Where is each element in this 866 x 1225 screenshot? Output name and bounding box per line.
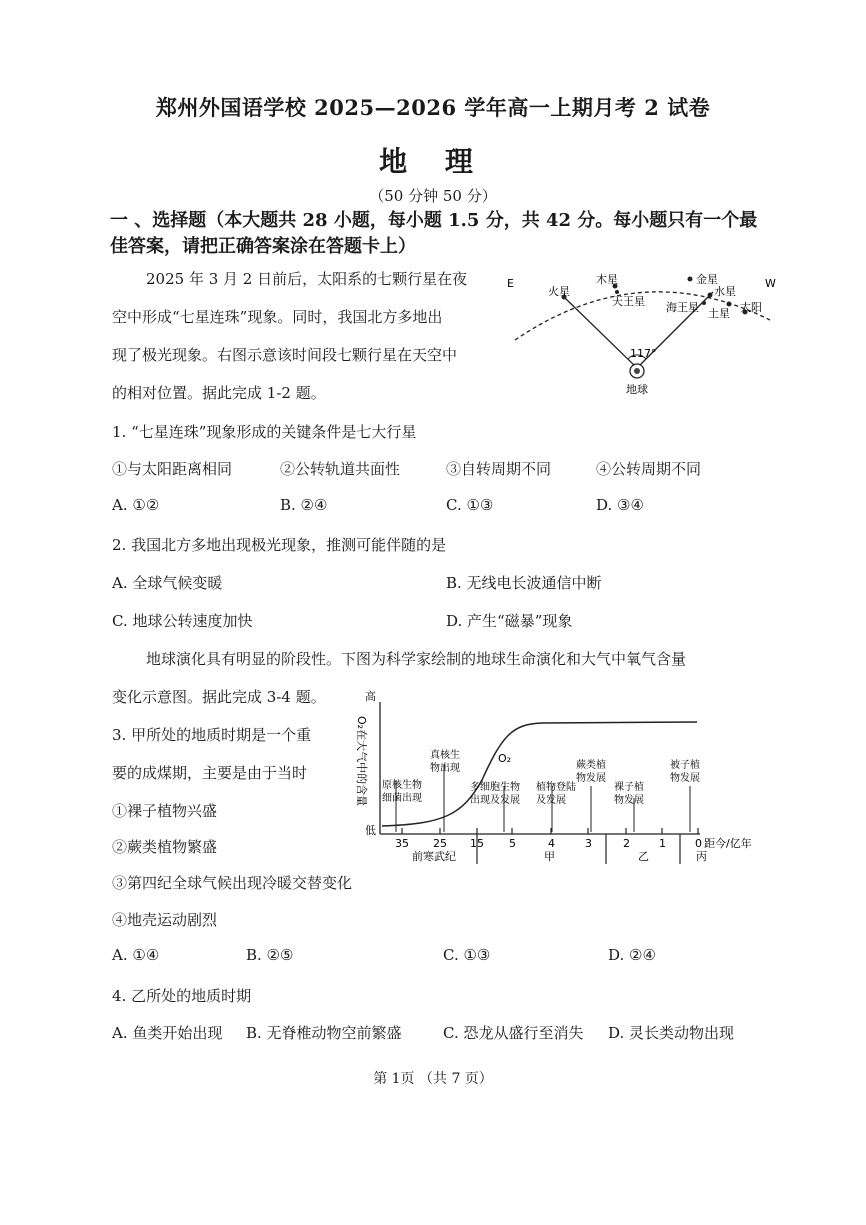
q3-stem-line2: 要的成煤期，主要是由于当时 — [112, 764, 308, 782]
tick-label-1: 1 — [659, 837, 666, 850]
q3-item-2: ②蕨类植物繁盛 — [112, 838, 218, 856]
evolution-o2-figure — [352, 688, 792, 864]
q3-item-4: ④地壳运动剧烈 — [112, 911, 218, 929]
q1-option-b[interactable]: B. ②④ — [280, 496, 328, 514]
q2-stem: 2. 我国北方多地出现极光现象，推测可能伴随的是 — [112, 536, 447, 554]
event-6-line2: 物发展 — [614, 795, 644, 806]
sun-label: 太阳 — [740, 301, 762, 314]
q1-option-a[interactable]: A. ①② — [112, 496, 160, 514]
east-label: E — [507, 277, 514, 290]
q2-option-c[interactable]: C. 地球公转速度加快 — [112, 612, 253, 630]
tick-label-3: 3 — [585, 837, 592, 850]
event-4-line1: 植物登陆 — [536, 782, 576, 793]
era-precambrian: 前寒武纪 — [412, 850, 456, 863]
tick-label-35: 35 — [395, 837, 409, 850]
q3-item-1: ①裸子植物兴盛 — [112, 802, 218, 820]
earth-label: 地球 — [626, 383, 648, 396]
q4-option-d[interactable]: D. 灵长类动物出现 — [608, 1024, 735, 1042]
q3-item-3: ③第四纪全球气候出现冷暖交替变化 — [112, 874, 353, 892]
y-low-label: 低 — [365, 824, 376, 837]
event-6-line1: 裸子植 — [614, 782, 644, 793]
planet-alignment-figure — [500, 265, 790, 400]
era-jia: 甲 — [544, 850, 555, 863]
time-score-info: （50 分钟 50 分） — [369, 187, 497, 205]
event-2-line2: 物出现 — [430, 763, 460, 774]
tick-label-4: 4 — [548, 837, 555, 850]
era-yi: 乙 — [638, 850, 649, 863]
passage1-line2: 空中形成“七星连珠”现象。同时，我国北方多地出 — [112, 308, 443, 326]
event-1-line2: 细菌出现 — [382, 793, 422, 804]
event-5-line1: 蕨类植 — [576, 760, 606, 771]
angle-label: 117° — [630, 347, 657, 360]
q1-option-c[interactable]: C. ①③ — [446, 496, 494, 514]
exam-title: 郑州外国语学校 2025—2026 学年高一上期月考 2 试卷 — [155, 95, 711, 120]
y-high-label: 高 — [365, 690, 376, 703]
o2-curve — [382, 722, 697, 826]
uranus-label: 天王星 — [612, 295, 645, 308]
uranus-dot — [615, 290, 619, 294]
x-unit-label: 距今/亿年 — [704, 837, 752, 850]
event-7-line2: 物发展 — [670, 773, 700, 784]
passage1-line4: 的相对位置。据此完成 1-2 题。 — [112, 384, 326, 402]
q1-item-1: ①与太阳距离相同 — [112, 460, 233, 478]
tick-label-5: 5 — [509, 837, 516, 850]
saturn-label: 土星 — [708, 307, 730, 320]
tick-label-2: 2 — [623, 837, 630, 850]
tick-label-25: 25 — [433, 837, 447, 850]
event-4-line2: 及发展 — [536, 795, 566, 806]
q3-option-c[interactable]: C. ①③ — [443, 946, 491, 964]
q3-option-b[interactable]: B. ②⑤ — [246, 946, 294, 964]
q4-option-b[interactable]: B. 无脊椎动物空前繁盛 — [246, 1024, 402, 1042]
passage1-line1: 2025 年 3 月 2 日前后，太阳系的七颗行星在夜 — [146, 270, 468, 288]
event-3-line2: 出现及发展 — [470, 795, 520, 806]
q1-item-4: ④公转周期不同 — [596, 460, 702, 478]
tick-label-15: 15 — [470, 837, 484, 850]
q4-option-a[interactable]: A. 鱼类开始出现 — [112, 1024, 223, 1042]
event-5-line2: 物发展 — [576, 773, 606, 784]
event-2-line1: 真核生 — [430, 750, 460, 761]
earth-core — [634, 368, 640, 374]
subject-title: 地 理 — [379, 145, 487, 178]
tick-label-0: 0 — [695, 837, 702, 850]
event-1-line1: 原核生物 — [382, 780, 422, 791]
page-number: 第 1页 （共 7 页） — [373, 1071, 493, 1087]
passage2-line2: 变化示意图。据此完成 3-4 题。 — [112, 688, 326, 706]
q3-stem-line1: 3. 甲所处的地质时期是一个重 — [112, 726, 312, 744]
y-axis-label: O₂在大气中的含量 — [355, 716, 368, 807]
mercury-dot — [708, 293, 713, 298]
q2-option-a[interactable]: A. 全球气候变暖 — [112, 574, 223, 592]
o2-curve-label: O₂ — [498, 752, 512, 765]
saturn-dot — [727, 302, 732, 307]
mercury-label: 水星 — [714, 285, 736, 298]
neptune-label: 海王星 — [666, 301, 699, 314]
jupiter-label: 木星 — [596, 273, 618, 286]
venus-label: 金星 — [696, 273, 718, 286]
q1-item-3: ③自转周期不同 — [446, 460, 552, 478]
passage2-line1: 地球演化具有明显的阶段性。下图为科学家绘制的地球生命演化和大气中氧气含量 — [146, 650, 687, 668]
neptune-dot — [702, 301, 706, 305]
event-7-line1: 被子植 — [670, 760, 700, 771]
passage1-line3: 现了极光现象。右图示意该时间段七颗行星在天空中 — [112, 346, 458, 364]
q2-option-d[interactable]: D. 产生“磁暴”现象 — [446, 612, 573, 630]
venus-dot — [688, 277, 693, 282]
q1-item-2: ②公转轨道共面性 — [280, 460, 401, 478]
q1-stem: 1. “七星连珠”现象形成的关键条件是七大行星 — [112, 423, 417, 441]
era-bing: 丙 — [696, 850, 707, 863]
q3-option-d[interactable]: D. ②④ — [608, 946, 656, 964]
event-3-line1: 多细胞生物 — [470, 782, 520, 793]
q2-option-b[interactable]: B. 无线电长波通信中断 — [446, 574, 602, 592]
west-label: W — [765, 277, 776, 290]
section-heading: 一 、选择题（本大题共 28 小题，每小题 1.5 分，共 42 分。每小题只有一个最佳答案，请把正确答案涂在答题卡上） — [110, 210, 758, 257]
q3-option-a[interactable]: A. ①④ — [112, 946, 160, 964]
q4-stem: 4. 乙所处的地质时期 — [112, 987, 252, 1005]
q1-option-d[interactable]: D. ③④ — [596, 496, 644, 514]
mars-label: 火星 — [548, 285, 570, 298]
q4-option-c[interactable]: C. 恐龙从盛行至消失 — [443, 1024, 584, 1042]
